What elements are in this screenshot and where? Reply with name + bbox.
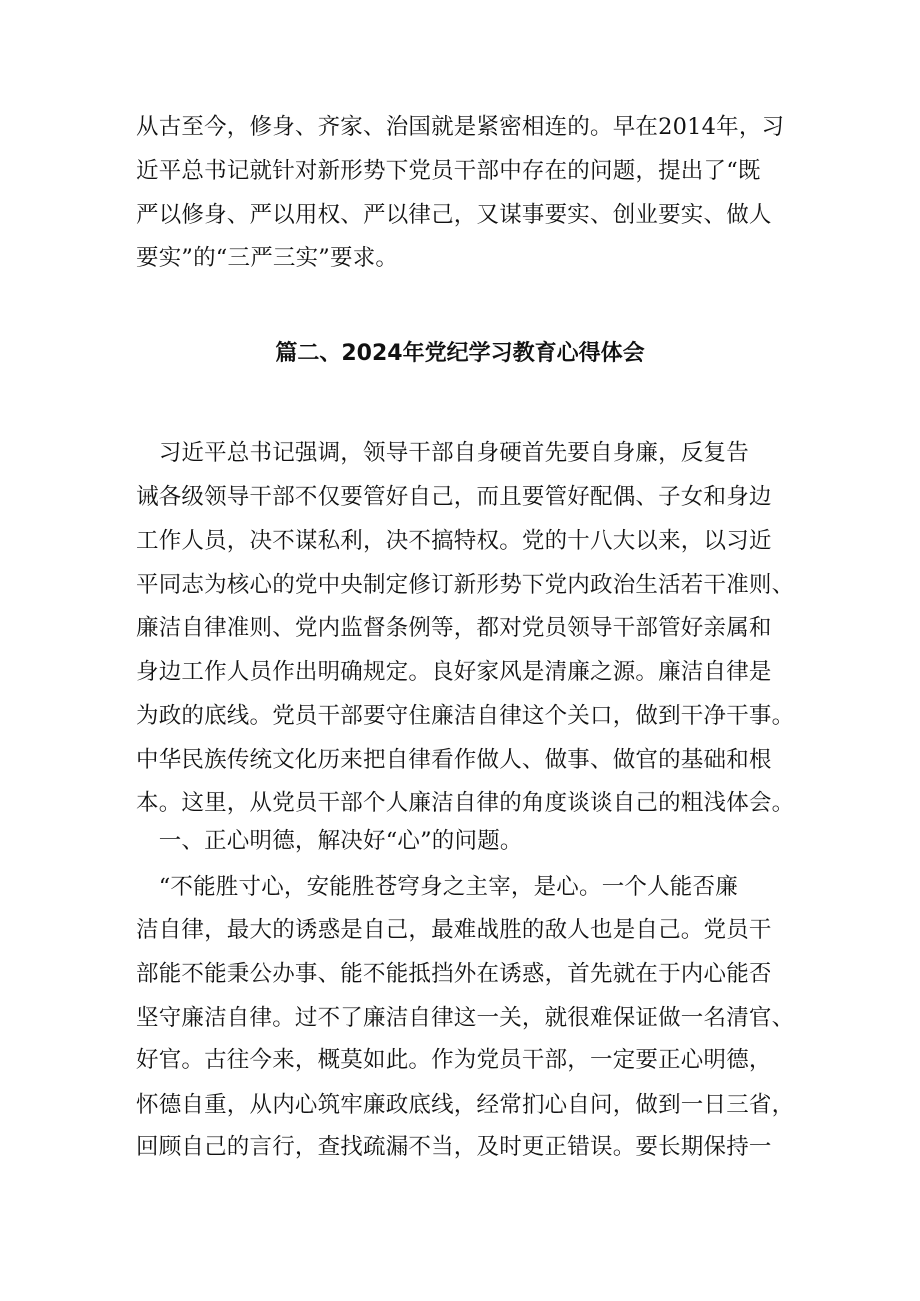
intro-line-2: 近平总书记就针对新形势下党员干部中存在的问题，提出了“既 [136, 158, 761, 184]
intro-line-1: 从古至今，修身、齐家、治国就是紧密相连的。早在2014年，习 [136, 114, 785, 140]
heart-line-4: 坚守廉洁自律。过不了廉洁自律这一关，就很难保证做一名清官、 [136, 1005, 795, 1031]
main-line-5: 廉洁自律准则、党内监督条例等，都对党员领导干部管好亲属和 [136, 615, 772, 641]
main-line-7: 为政的底线。党员干部要守住廉洁自律这个关口，做到干净干事。 [136, 703, 795, 729]
heading-one: 一、正心明德，解决好“心”的问题。 [136, 828, 523, 854]
main-line-6: 身边工作人员作出明确规定。良好家风是清廉之源。廉洁自律是 [136, 659, 772, 685]
main-line-3: 工作人员，决不谋私利，决不搞特权。党的十八大以来，以习近 [136, 528, 772, 554]
heart-line-2: 洁自律，最大的诱惑是自己，最难战胜的敌人也是自己。党员干 [136, 917, 772, 943]
main-line-2: 诫各级领导干部不仅要管好自己，而且要管好配偶、子女和身边 [136, 484, 772, 510]
heart-line-3: 部能不能秉公办事、能不能抵挡外在诱惑，首先就在于内心能否 [136, 961, 772, 987]
heart-line-1: “不能胜寸心，安能胜苍穹身之主宰，是心。一个人能否廉 [136, 874, 738, 900]
intro-line-4: 要实”的“三严三实”要求。 [136, 245, 399, 271]
heart-line-7: 回顾自己的言行，查找疏漏不当，及时更正错误。要长期保持一 [136, 1134, 772, 1160]
main-line-4: 平同志为核心的党中央制定修订新形势下党内政治生活若干准则、 [136, 572, 795, 598]
heart-line-6: 怀德自重，从内心筑牢廉政底线，经常扪心自问，做到一日三省， [136, 1092, 795, 1118]
heart-line-5: 好官。古往今来，概莫如此。作为党员干部，一定要正心明德， [136, 1047, 772, 1073]
intro-line-3: 严以修身、严以用权、严以律己，又谋事要实、创业要实、做人 [136, 202, 772, 228]
main-line-8: 中华民族传统文化历来把自律看作做人、做事、做官的基础和根 [136, 747, 772, 773]
main-line-9: 本。这里，从党员干部个人廉洁自律的角度谈谈自己的粗浅体会。 [136, 790, 795, 816]
section-title: 篇二、2024年党纪学习教育心得体会 [275, 341, 645, 366]
main-line-1: 习近平总书记强调，领导干部自身硬首先要自身廉，反复告 [136, 440, 749, 466]
